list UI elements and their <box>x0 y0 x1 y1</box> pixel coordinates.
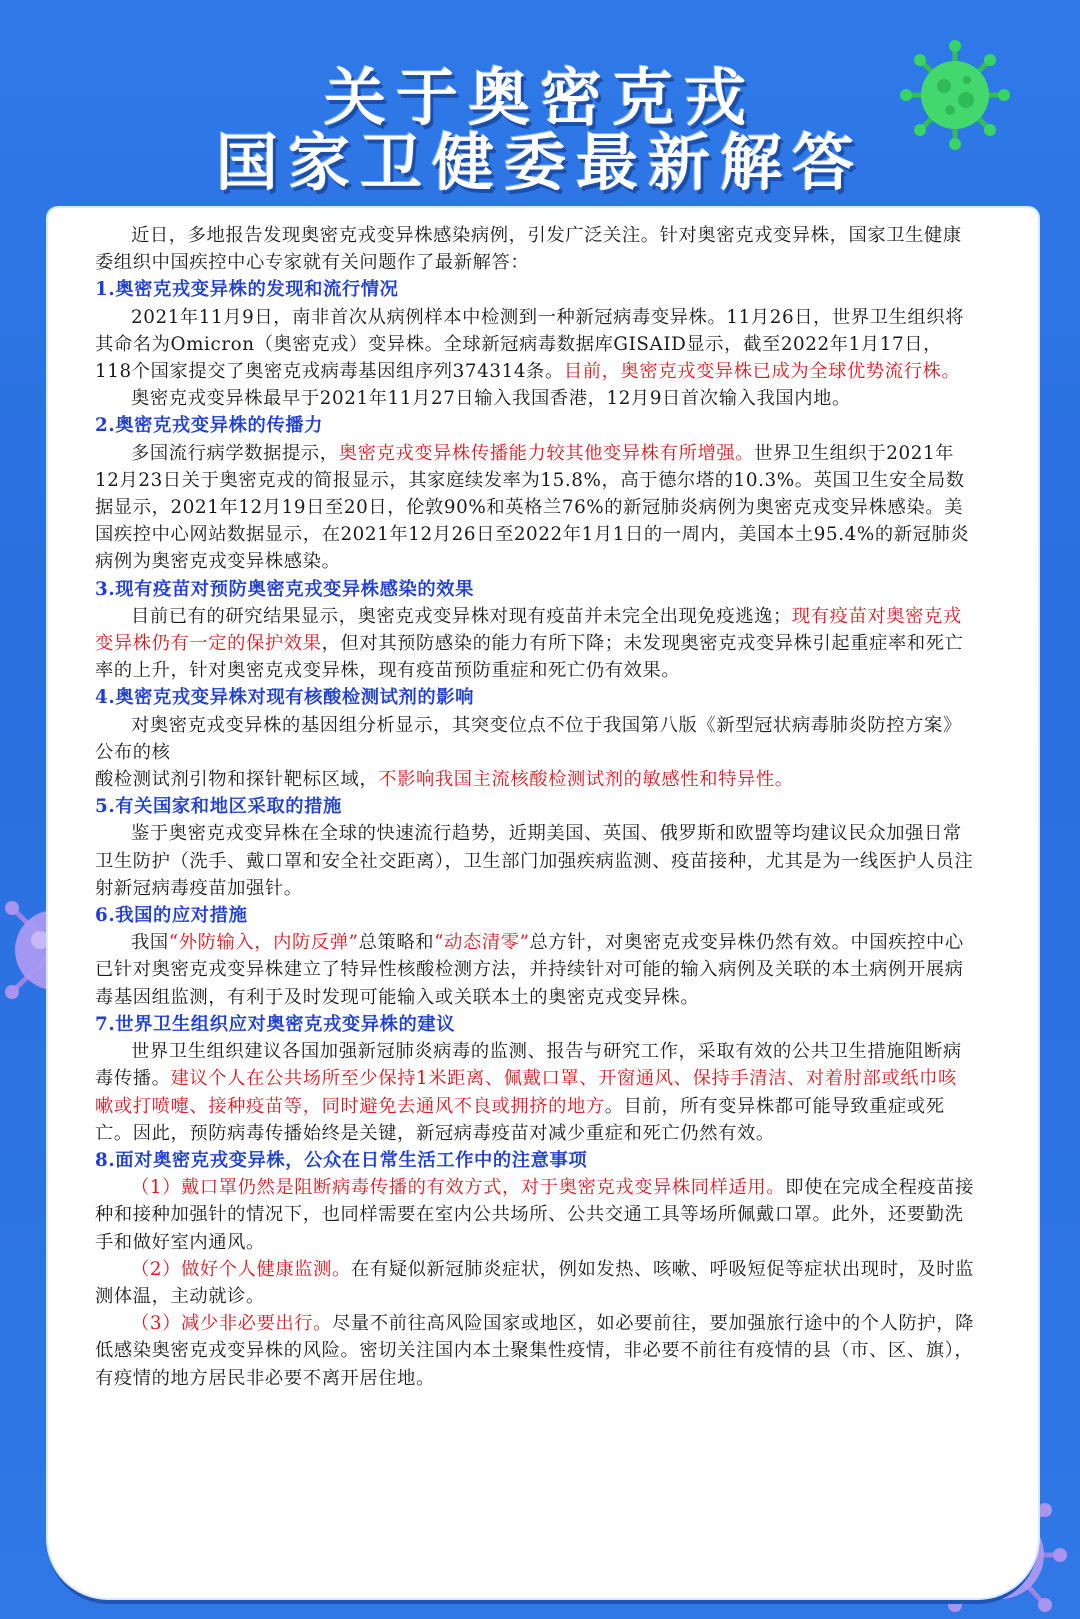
section-heading-1: 1.奥密克戎变异株的发现和流行情况 <box>95 279 399 301</box>
section-4-text-b: 酸检测试剂引物和探针靶标区域， <box>95 769 379 791</box>
section-1-paragraph-2: 奥密克戎变异株最早于2021年11月27日输入我国香港，12月9日首次输入我国内地。 <box>131 388 851 410</box>
section-heading-3: 3.现有疫苗对预防奥密克戎变异株感染的效果 <box>95 578 475 600</box>
section-8-item-1-emphasis: （1）戴口罩仍然是阻断病毒传播的有效方式，对于奥密克戎变异株同样适用。 <box>131 1177 786 1199</box>
section-8-item-3 <box>95 1310 975 1392</box>
page-title-line2: 国家卫健委最新解答 <box>215 126 864 199</box>
section-1-text: 2021年11月9日，南非首次从病例样本中检测到一种新冠病毒变异株。11月26日，世界卫生组织将其命名为Omicron（奥密克戎）变异株。全球新冠病毒数据库GISAID显示，截至2022年1月17日，118个国家提交了奥密克戎病毒基因组序列374314条。 <box>95 306 965 383</box>
section-7-text-a: 世界卫生组织建议各国加强新冠肺炎病毒的监测、报告与研究工作，采取有效的公共卫生措施阻断病毒传播。 <box>95 1041 962 1090</box>
section-heading-8: 8.面对奥密克戎变异株，公众在日常生活工作中的注意事项 <box>95 1149 588 1171</box>
section-6-emphasis-b: “外防输入，内防反弹” <box>168 932 359 954</box>
section-1-paragraph-1 <box>95 304 975 386</box>
section-8-item-2-text: 在有疑似新冠肺炎症状，例如发热、咳嗽、呼吸短促等症状出现时，及时监测体温，主动就诊。 <box>95 1258 975 1307</box>
section-4-paragraph-b <box>95 766 975 793</box>
section-1-emphasis: 目前，奥密克戎变异株已成为全球优势流行株。 <box>563 361 961 383</box>
section-6-text-a: 我国 <box>131 932 169 954</box>
section-4-paragraph-a: 对奥密克戎变异株的基因组分析显示，其突变位点不位于我国第八版《新型冠状病毒肺炎防控方案》公布的核 <box>95 714 962 763</box>
intro-paragraph: 近日，多地报告发现奥密克戎变异株感染病例，引发广泛关注。针对奥密克戎变异株，国家卫生健康委组织中国疾控中心专家就有关问题作了最新解答： <box>95 225 962 274</box>
section-heading-6: 6.我国的应对措施 <box>95 905 248 927</box>
section-heading-5: 5.有关国家和地区采取的措施 <box>95 796 342 818</box>
section-6-emphasis-d: “动态清零” <box>434 932 530 954</box>
section-5-paragraph: 鉴于奥密克戎变异株在全球的快速流行趋势，近期美国、英国、俄罗斯和欧盟等均建议民众加强日常卫生防护（洗手、戴口罩和安全社交距离），卫生部门加强疾病监测、疫苗接种，尤其是为一线医护人员注射新冠病毒疫苗加强针。 <box>95 823 974 899</box>
section-8-item-1-text: 即使在完成全程疫苗接种和接种加强针的情况下，也同样需要在室内公共场所、公共交通工具等场所佩戴口罩。此外，还要勤洗手和做好室内通风。 <box>95 1177 975 1253</box>
section-heading-7: 7.世界卫生组织应对奥密克戎变异株的建议 <box>95 1013 456 1035</box>
section-2-text-a: 多国流行病学数据提示， <box>131 442 339 464</box>
section-3-text-c: ，但对其预防感染的能力有所下降；未发现奥密克戎变异株引起重症率和死亡率的上升，针对奥密克戎变异株，现有疫苗预防重症和死亡仍有效果。 <box>95 633 964 682</box>
section-3-text-a: 目前已有的研究结果显示，奥密克戎变异株对现有疫苗并未完全出现免疫逃逸； <box>131 605 792 627</box>
article-body <box>95 222 975 1392</box>
section-heading-4: 4.奥密克戎变异株对现有核酸检测试剂的影响 <box>95 687 475 709</box>
section-7-emphasis: 建议个人在公共场所至少保持1米距离、佩戴口罩、开窗通风、保持手清洁、对着肘部或纸巾咳嗽或打喷嚏、接种疫苗等，同时避免去通风不良或拥挤的地方 <box>95 1068 957 1117</box>
section-6-text-e: 总方针，对奥密克戎变异株仍然有效。中国疾控中心已针对奥密克戎变异株建立了特异性核酸检测方法，并持续针对可能的输入病例及关联的本土病例开展病毒基因组监测，有利于及时发现可能输入或关联本土的奥密克戎变异株。 <box>95 932 964 1008</box>
section-6-paragraph <box>95 929 975 1011</box>
section-heading-2: 2.奥密克戎变异株的传播力 <box>95 415 323 437</box>
section-7-paragraph <box>95 1038 975 1147</box>
section-8-item-3-text: 尽量不前往高风险国家或地区，如必要前往，要加强旅行途中的个人防护，降低感染奥密克戎变异株的风险。密切关注国内本土聚集性疫情，非必要不前往有疫情的县（市、区、旗），有疫情的地方居民非必要不离开居住地。 <box>95 1313 975 1389</box>
section-3-paragraph <box>95 603 975 685</box>
section-3-emphasis: 现有疫苗对奥密克戎变异株仍有一定的保护效果 <box>95 605 962 655</box>
section-2-text-c: 世界卫生组织于2021年12月23日关于奥密克戎的简报显示，其家庭续发率为15.8%，高于德尔塔的10.3%。英国卫生安全局数据显示，2021年12月19日至20日，伦敦90%和英格兰76%的新冠肺炎病例为奥密克戎变异株感染。美国疾控中心网站数据显示，在2021年12月26日至2022年1月1日的一周内，美国本土95.4%的新冠肺炎病例为奥密克戎变异株感染。 <box>95 442 970 573</box>
section-8-item-1 <box>95 1174 975 1256</box>
section-6-text-c: 总策略和 <box>358 932 435 954</box>
section-8-item-3-emphasis: （3）减少非必要出行。 <box>131 1313 333 1335</box>
section-8-item-2-emphasis: （2）做好个人健康监测。 <box>131 1258 351 1280</box>
page-title-line1: 关于奥密克戎 <box>323 61 756 134</box>
section-8-item-2 <box>95 1256 975 1310</box>
section-7-text-c: 。目前，所有变异株都可能导致重症或死亡。因此，预防病毒传播始终是关键，新冠病毒疫苗对减少重症和死亡仍然有效。 <box>95 1095 945 1144</box>
section-2-emphasis: 奥密克戎变异株传播能力较其他变异株有所增强。 <box>338 442 755 464</box>
section-2-paragraph <box>95 440 975 576</box>
section-4-emphasis: 不影响我国主流核酸检测试剂的敏感性和特异性。 <box>378 769 794 791</box>
virus-icon-green <box>900 40 1010 150</box>
